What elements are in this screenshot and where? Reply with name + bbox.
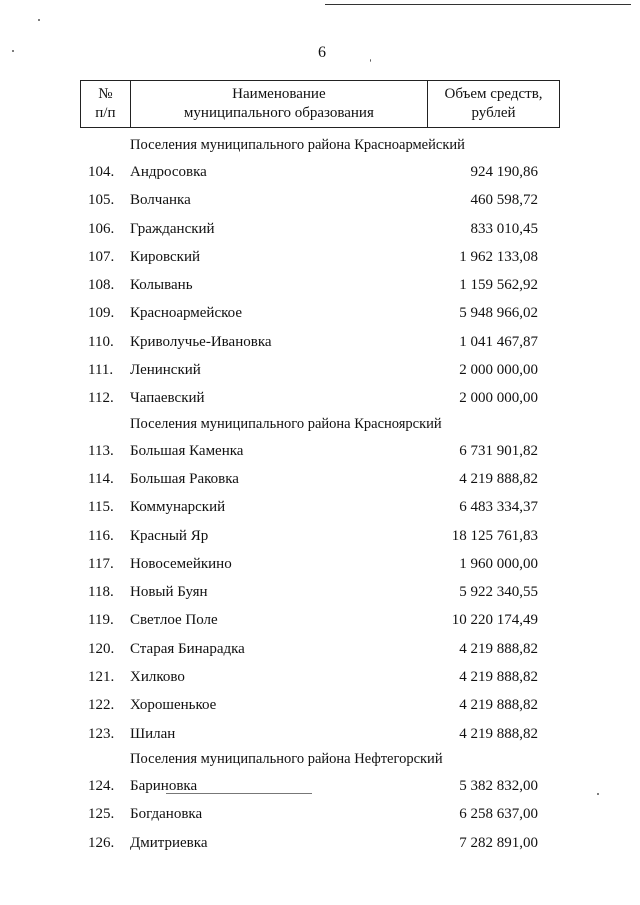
section-title: Поселения муниципального района Нефтегорский: [130, 750, 443, 767]
municipality-name: Хилково: [130, 669, 185, 686]
table-row: [0, 663, 640, 691]
municipality-name: Волчанка: [130, 192, 191, 209]
row-number: 126.: [88, 834, 115, 851]
footer-rule: [166, 793, 312, 794]
row-number: 123.: [88, 725, 115, 742]
funds-amount: 1 159 562,92: [459, 277, 538, 294]
row-number: 107.: [88, 248, 115, 265]
funds-amount: 6 731 901,82: [459, 442, 538, 459]
header-amount-line1: Объем средств,: [444, 86, 543, 102]
funds-amount: 1 960 000,00: [459, 555, 538, 572]
header-number-cell: [81, 81, 131, 128]
funds-amount: 7 282 891,00: [459, 834, 538, 851]
table-row: [0, 493, 640, 521]
header-name-cell: [130, 81, 427, 128]
table-row: [0, 550, 640, 578]
table-row: [0, 437, 640, 465]
table-row: [0, 158, 640, 186]
municipality-name: Новосемейкино: [130, 555, 232, 572]
municipality-name: Андросовка: [130, 164, 207, 180]
header-number-line1: №: [98, 86, 113, 102]
row-number: 110.: [88, 333, 114, 350]
table-header: [80, 80, 560, 128]
funds-amount: 4 219 888,82: [459, 640, 538, 657]
municipality-name: Кировский: [130, 248, 201, 265]
row-number: 121.: [88, 669, 115, 686]
municipality-name: Бариновка: [130, 777, 198, 794]
table-row: [0, 328, 640, 356]
section-title: Поселения муниципального района Красноярский: [130, 415, 442, 432]
funds-amount: 5 382 832,00: [459, 777, 538, 794]
speck: [38, 19, 40, 21]
municipality-name: Гражданский: [130, 220, 215, 237]
funds-amount: 1 041 467,87: [459, 333, 538, 350]
municipality-name: Коммунарский: [130, 499, 226, 516]
table-row: [0, 800, 640, 828]
municipality-name: Новый Буян: [130, 584, 208, 601]
row-number: 111.: [88, 362, 114, 379]
page-number: 6: [318, 44, 326, 61]
row-number: 117.: [88, 555, 114, 572]
funds-amount: 18 125 761,83: [451, 527, 538, 544]
header-amount-line2: рублей: [471, 105, 516, 121]
municipality-name: Большая Раковка: [130, 470, 239, 487]
municipality-name: Колывань: [130, 277, 193, 294]
municipality-name: Ленинский: [130, 362, 201, 379]
funds-amount: 10 220 174,49: [451, 612, 538, 629]
row-number: 125.: [88, 806, 115, 823]
table-row: [0, 635, 640, 663]
row-number: 106.: [88, 220, 115, 237]
table-body: [0, 134, 640, 857]
row-number: 104.: [88, 164, 115, 180]
funds-amount: 924 190,86: [470, 164, 538, 180]
row-number: 114.: [88, 470, 114, 487]
municipality-name: Старая Бинарадка: [130, 640, 245, 657]
section-title: Поселения муниципального района Красноармейский: [130, 137, 465, 153]
municipality-name: Дмитриевка: [130, 834, 208, 851]
table-row: [0, 829, 640, 857]
row-number: 120.: [88, 640, 115, 657]
municipality-name: Красный Яр: [130, 527, 209, 544]
row-number: 112.: [88, 390, 114, 407]
row-number: 115.: [88, 499, 114, 516]
row-number: 113.: [88, 442, 114, 459]
funds-amount: 2 000 000,00: [459, 390, 538, 407]
table-row: [0, 271, 640, 299]
header-number-line2: п/п: [95, 105, 116, 121]
table-row: [0, 522, 640, 550]
municipality-name: Красноармейское: [130, 305, 242, 322]
table-row: [0, 186, 640, 214]
funds-amount: 4 219 888,82: [459, 669, 538, 686]
table-row: [0, 384, 640, 412]
row-number: 105.: [88, 192, 115, 209]
municipality-name: Большая Каменка: [130, 442, 244, 459]
funds-amount: 4 219 888,82: [459, 697, 538, 714]
row-number: 122.: [88, 697, 115, 714]
municipality-name: Чапаевский: [130, 390, 205, 407]
funds-amount: 5 948 966,02: [459, 305, 538, 322]
funds-amount: 4 219 888,82: [459, 725, 538, 742]
row-number: 109.: [88, 305, 115, 322]
municipality-name: Светлое Поле: [130, 612, 218, 629]
header-name-line1: Наименование: [232, 86, 326, 102]
table-row: [0, 465, 640, 493]
funds-amount: 833 010,45: [470, 220, 538, 237]
row-number: 116.: [88, 527, 114, 544]
top-scan-line: [325, 4, 631, 5]
municipality-name: Богдановка: [130, 806, 203, 823]
header-amount-cell: [428, 81, 560, 128]
table-row: [0, 243, 640, 271]
table-row: [0, 299, 640, 327]
funds-amount: 6 258 637,00: [459, 806, 538, 823]
table-row: [0, 772, 640, 800]
table-row: [0, 215, 640, 243]
table-row: [0, 606, 640, 634]
funds-amount: 1 962 133,08: [459, 248, 538, 265]
row-number: 124.: [88, 777, 115, 794]
municipality-name: Хорошенькое: [130, 697, 217, 714]
table-row: [0, 578, 640, 606]
municipality-name: Шилан: [130, 725, 176, 742]
row-number: 118.: [88, 584, 114, 601]
municipality-name: Криволучье-Ивановка: [130, 333, 272, 350]
table-row: [0, 691, 640, 719]
row-number: 108.: [88, 277, 115, 294]
funds-amount: 6 483 334,37: [459, 499, 538, 516]
funds-amount: 460 598,72: [470, 192, 538, 209]
funds-amount: 4 219 888,82: [459, 470, 538, 487]
funds-amount: 5 922 340,55: [459, 584, 538, 601]
funds-amount: 2 000 000,00: [459, 362, 538, 379]
row-number: 119.: [88, 612, 114, 629]
header-name-line2: муниципального образования: [183, 105, 374, 121]
table-row: [0, 720, 640, 748]
table-row: [0, 356, 640, 384]
